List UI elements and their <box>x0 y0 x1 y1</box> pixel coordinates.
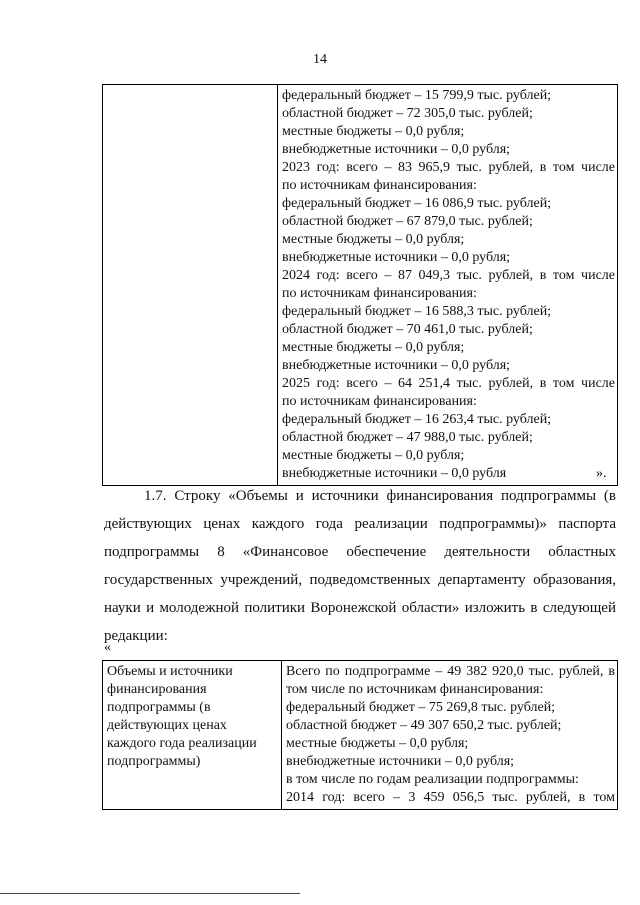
paragraph-line: государственных учреждений, подведомственных департаменту образования, <box>104 572 616 588</box>
text-line: подпрограммы (в <box>107 700 211 715</box>
text-line: 2014 год: всего – 3 459 056,5 тыс. рублей, в том <box>286 790 615 805</box>
paragraph-line: подпрограммы 8 «Финансовое обеспечение деятельности областных <box>104 544 616 560</box>
text-line: федеральный бюджет – 16 588,3 тыс. рублей; <box>282 304 552 319</box>
text-line: 2023 год: всего – 83 965,9 тыс. рублей, в том числе <box>282 160 615 175</box>
text-line: федеральный бюджет – 75 269,8 тыс. рублей; <box>286 700 556 715</box>
text-line: Всего по подпрограмме – 49 382 920,0 тыс. рублей, в <box>286 664 615 679</box>
text-line: каждого года реализации <box>107 736 257 751</box>
page-number: 14 <box>313 52 327 67</box>
text-line: том числе по источникам финансирования: <box>286 682 544 697</box>
text-line: внебюджетные источники – 0,0 рубля; <box>286 754 515 769</box>
text-line: областной бюджет – 49 307 650,2 тыс. рублей; <box>286 718 562 733</box>
text-line: подпрограммы) <box>107 754 201 769</box>
text-line: федеральный бюджет – 16 086,9 тыс. рублей; <box>282 196 552 211</box>
text-line: по источникам финансирования: <box>282 286 477 301</box>
text-line: Объемы и источники <box>107 664 233 679</box>
text-line: областной бюджет – 67 879,0 тыс. рублей; <box>282 214 533 229</box>
text-line: действующих ценах <box>107 718 227 733</box>
footer-rule <box>0 893 300 894</box>
text-line: 2024 год: всего – 87 049,3 тыс. рублей, в том числе <box>282 268 615 283</box>
paragraph-line: науки и молодежной политики Воронежской области» изложить в следующей <box>104 600 616 616</box>
text-line: 2025 год: всего – 64 251,4 тыс. рублей, в том числе <box>282 376 615 391</box>
text-line: федеральный бюджет – 16 263,4 тыс. рублей; <box>282 412 552 427</box>
funding-table-continued <box>102 84 618 486</box>
text-line: по источникам финансирования: <box>282 394 477 409</box>
funding-table-values-cell <box>278 85 618 486</box>
text-line: внебюджетные источники – 0,0 рубля; <box>282 250 511 265</box>
funding-table-values-cell <box>282 661 618 810</box>
paragraph-line: редакции: <box>104 628 168 644</box>
amendment-paragraph <box>104 482 616 650</box>
text-line: местные бюджеты – 0,0 рубля; <box>286 736 469 751</box>
text-line: местные бюджеты – 0,0 рубля; <box>282 124 465 139</box>
text-line: областной бюджет – 47 988,0 тыс. рублей; <box>282 430 533 445</box>
funding-table-label-cell <box>103 85 278 486</box>
text-line: областной бюджет – 70 461,0 тыс. рублей; <box>282 322 533 337</box>
text-line: по источникам финансирования: <box>282 178 477 193</box>
closing-quote: ». <box>596 466 607 481</box>
text-line: областной бюджет – 72 305,0 тыс. рублей; <box>282 106 533 121</box>
text-line: местные бюджеты – 0,0 рубля; <box>282 232 465 247</box>
text-line: местные бюджеты – 0,0 рубля; <box>282 340 465 355</box>
text-line: федеральный бюджет – 15 799,9 тыс. рублей; <box>282 88 552 103</box>
text-line: финансирования <box>107 682 207 697</box>
paragraph-line: 1.7. Строку «Объемы и источники финансирования подпрограммы (в <box>144 488 616 504</box>
text-line: внебюджетные источники – 0,0 рубля <box>282 466 507 481</box>
text-line: внебюджетные источники – 0,0 рубля; <box>282 142 511 157</box>
paragraph-line: действующих ценах каждого года реализации подпрограммы)» паспорта <box>104 516 616 532</box>
text-line: в том числе по годам реализации подпрограммы: <box>286 772 579 787</box>
text-line: местные бюджеты – 0,0 рубля; <box>282 448 465 463</box>
text-line: внебюджетные источники – 0,0 рубля; <box>282 358 511 373</box>
funding-table-subprogram-8 <box>102 660 618 810</box>
funding-table-label-cell <box>103 661 282 810</box>
opening-quote: « <box>104 640 111 655</box>
